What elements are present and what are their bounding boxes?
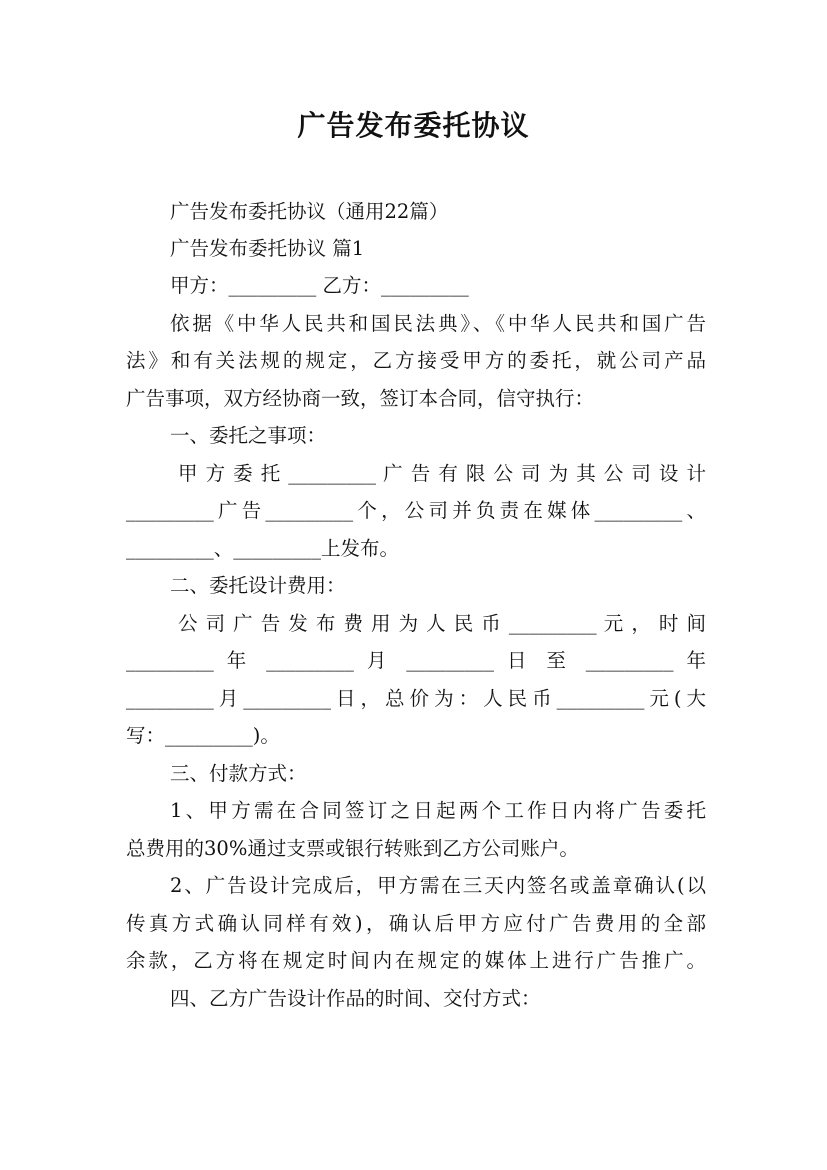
paragraph-line: 依据《中华人民共和国民法典》、《中华人民共和国广告 [170,312,706,335]
paragraph-line: _________广告_________个，公司并负责在媒体_________、 [126,499,706,522]
paragraph-line: _________ 年 _________ 月 _________ 日 至 _________ 年 [126,649,706,672]
paragraph-line: 公 司 广 告 发 布 费 用 为 人 民 币 _________ 元 ， 时 间 [178,612,706,635]
paragraph-line: 写：_________)。 [126,724,280,747]
paragraph-line: 法》和有关法规的规定，乙方接受甲方的委托，就公司产品 [126,349,706,372]
clause-heading: 一、委托之事项： [170,424,327,447]
paragraph-line: 传真方式确认同样有效)，确认后甲方应付广告费用的全部 [126,912,706,935]
paragraph-line: 广告事项，双方经协商一致，签订本合同，信守执行： [126,387,595,410]
paragraph-line: 总费用的30%通过支票或银行转账到乙方公司账户。 [126,837,579,860]
paragraph-line: _________月_________日，总价为：人民币_________元(大 [126,687,706,710]
clause-heading: 四、乙方广告设计作品的时间、交付方式： [170,987,541,1010]
paragraph-line: 甲 方 委 托 _________ 广 告 有 限 公 司 为 其 公 司 设 计 [178,462,706,485]
clause-heading: 三、付款方式： [170,762,307,785]
document-title: 广告发布委托协议 [297,109,530,142]
paragraph-line: 2、广告设计完成后，甲方需在三天内签名或盖章确认(以 [170,874,706,897]
clause-heading: 二、委托设计费用： [170,574,346,597]
parties-line: 甲方：_________ 乙方：_________ [170,274,469,297]
paragraph-line: 1、甲方需在合同签订之日起两个工作日内将广告委托 [170,799,706,822]
subtitle-line: 广告发布委托协议（通用22篇） [170,200,449,223]
paragraph-line: 余款，乙方将在规定时间内在规定的媒体上进行广告推广。 [126,949,706,972]
section-heading: 广告发布委托协议 篇1 [170,237,365,260]
paragraph-line: _________、_________上发布。 [126,537,400,560]
